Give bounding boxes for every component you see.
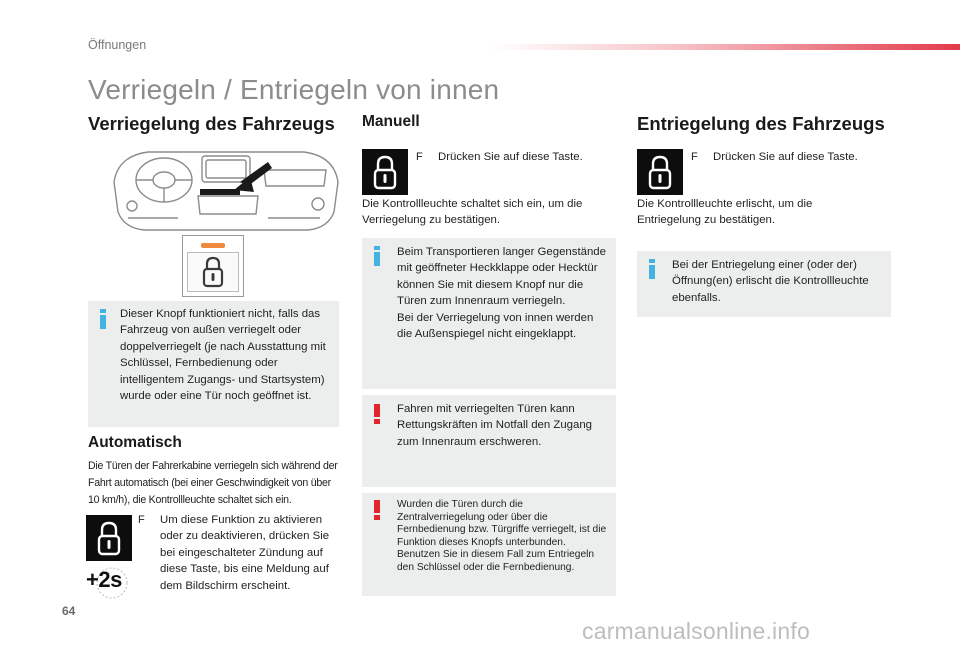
info-icon xyxy=(370,246,384,266)
unlocking-step-text: Drücken Sie auf diese Taste. xyxy=(713,151,858,163)
automatic-step-text: Um diese Funktion zu aktivieren oder zu deaktivieren, drücken Sie bei eingeschalteter Zündung auf diese Taste, bis eine Meldung auf dem Bildschirm erscheint. xyxy=(160,514,330,592)
warning-text-1: Fahren mit verriegelten Türen kann Rettungskräften im Notfall den Zugang zum Innenraum erschweren. xyxy=(397,403,593,448)
info-icon xyxy=(96,309,110,329)
info-text-locking: Dieser Knopf funktioniert nicht, falls das Fahrzeug von außen verriegelt oder doppelverriegelt (je nach Ausstattung mit Schlüssel, Fernbedienung oder intelligentem Zugangs- und Startsystem) wurde oder eine Tür noch geöffnet ist. xyxy=(120,308,326,403)
manual-step-text: Drücken Sie auf diese Taste. xyxy=(438,151,583,163)
unlocking-text: Die Kontrollleuchte erlischt, um die Entriegelung zu bestätigen. xyxy=(637,198,813,227)
padlock-icon xyxy=(202,256,224,288)
page-number: 64 xyxy=(62,604,76,618)
step-arrow-icon: F xyxy=(691,151,698,163)
unlocking-step xyxy=(691,149,887,165)
manual-text: Die Kontrollleuchte schaltet sich ein, um die Verriegelung zu bestätigen. xyxy=(362,198,583,227)
dashboard-illustration xyxy=(108,142,344,234)
info-text-manual-content: Beim Transportieren langer Gegenstände mit geöffneter Heckklappe oder Hecktür können Sie mit diesem Knopf nur die Türen zum Innenraum verriegeln. Bei der Verriegelung von innen werden die Außenspiegel nicht eingeklappt. xyxy=(397,246,606,341)
warning-text-2: Wurden die Türen durch die Zentralverriegelung oder über die Fernbedienung bzw. Türgriffe verriegelt, ist die Funktion dieses Knopfs unterbunden. Benutzen Sie in diesem Fall zum Entriegeln den Schlüssel oder die Fernbedienung. xyxy=(397,499,607,573)
warning-icon xyxy=(370,500,384,520)
section-label: Öffnungen xyxy=(88,38,147,52)
lock-button-illustration xyxy=(182,235,244,297)
header-accent-bar xyxy=(490,44,960,50)
info-text-manual xyxy=(397,244,611,342)
unlock-button-icon xyxy=(637,149,683,195)
step-arrow-icon: F xyxy=(138,514,145,526)
locking-heading: Verriegelung des Fahrzeugs xyxy=(88,113,335,134)
lock-button-icon-manual xyxy=(362,149,408,195)
automatic-step xyxy=(138,512,342,594)
manual-heading: Manuell xyxy=(362,113,420,130)
automatic-text: Die Türen der Fahrerkabine verriegeln sich während der Fahrt automatisch (bei einer Geschwindigkeit von über 10 km/h), die Kontrollleuchte schaltet sich ein. xyxy=(88,460,338,507)
lock-button-icon xyxy=(86,515,132,561)
automatic-heading: Automatisch xyxy=(88,434,182,451)
hold-duration-badge: +2s xyxy=(86,567,122,592)
manual-step xyxy=(416,149,612,165)
info-icon xyxy=(645,259,659,279)
warning-icon xyxy=(370,404,384,424)
indicator-lamp xyxy=(201,243,225,248)
watermark: carmanualsonline.info xyxy=(582,618,810,644)
unlocking-heading: Entriegelung des Fahrzeugs xyxy=(637,113,885,134)
page-title: Verriegeln / Entriegeln von innen xyxy=(88,74,500,105)
info-text-unlocking: Bei der Entriegelung einer (oder der) Öffnung(en) erlischt die Kontrollleuchte ebenfalls. xyxy=(672,259,869,304)
step-arrow-icon: F xyxy=(416,151,423,163)
